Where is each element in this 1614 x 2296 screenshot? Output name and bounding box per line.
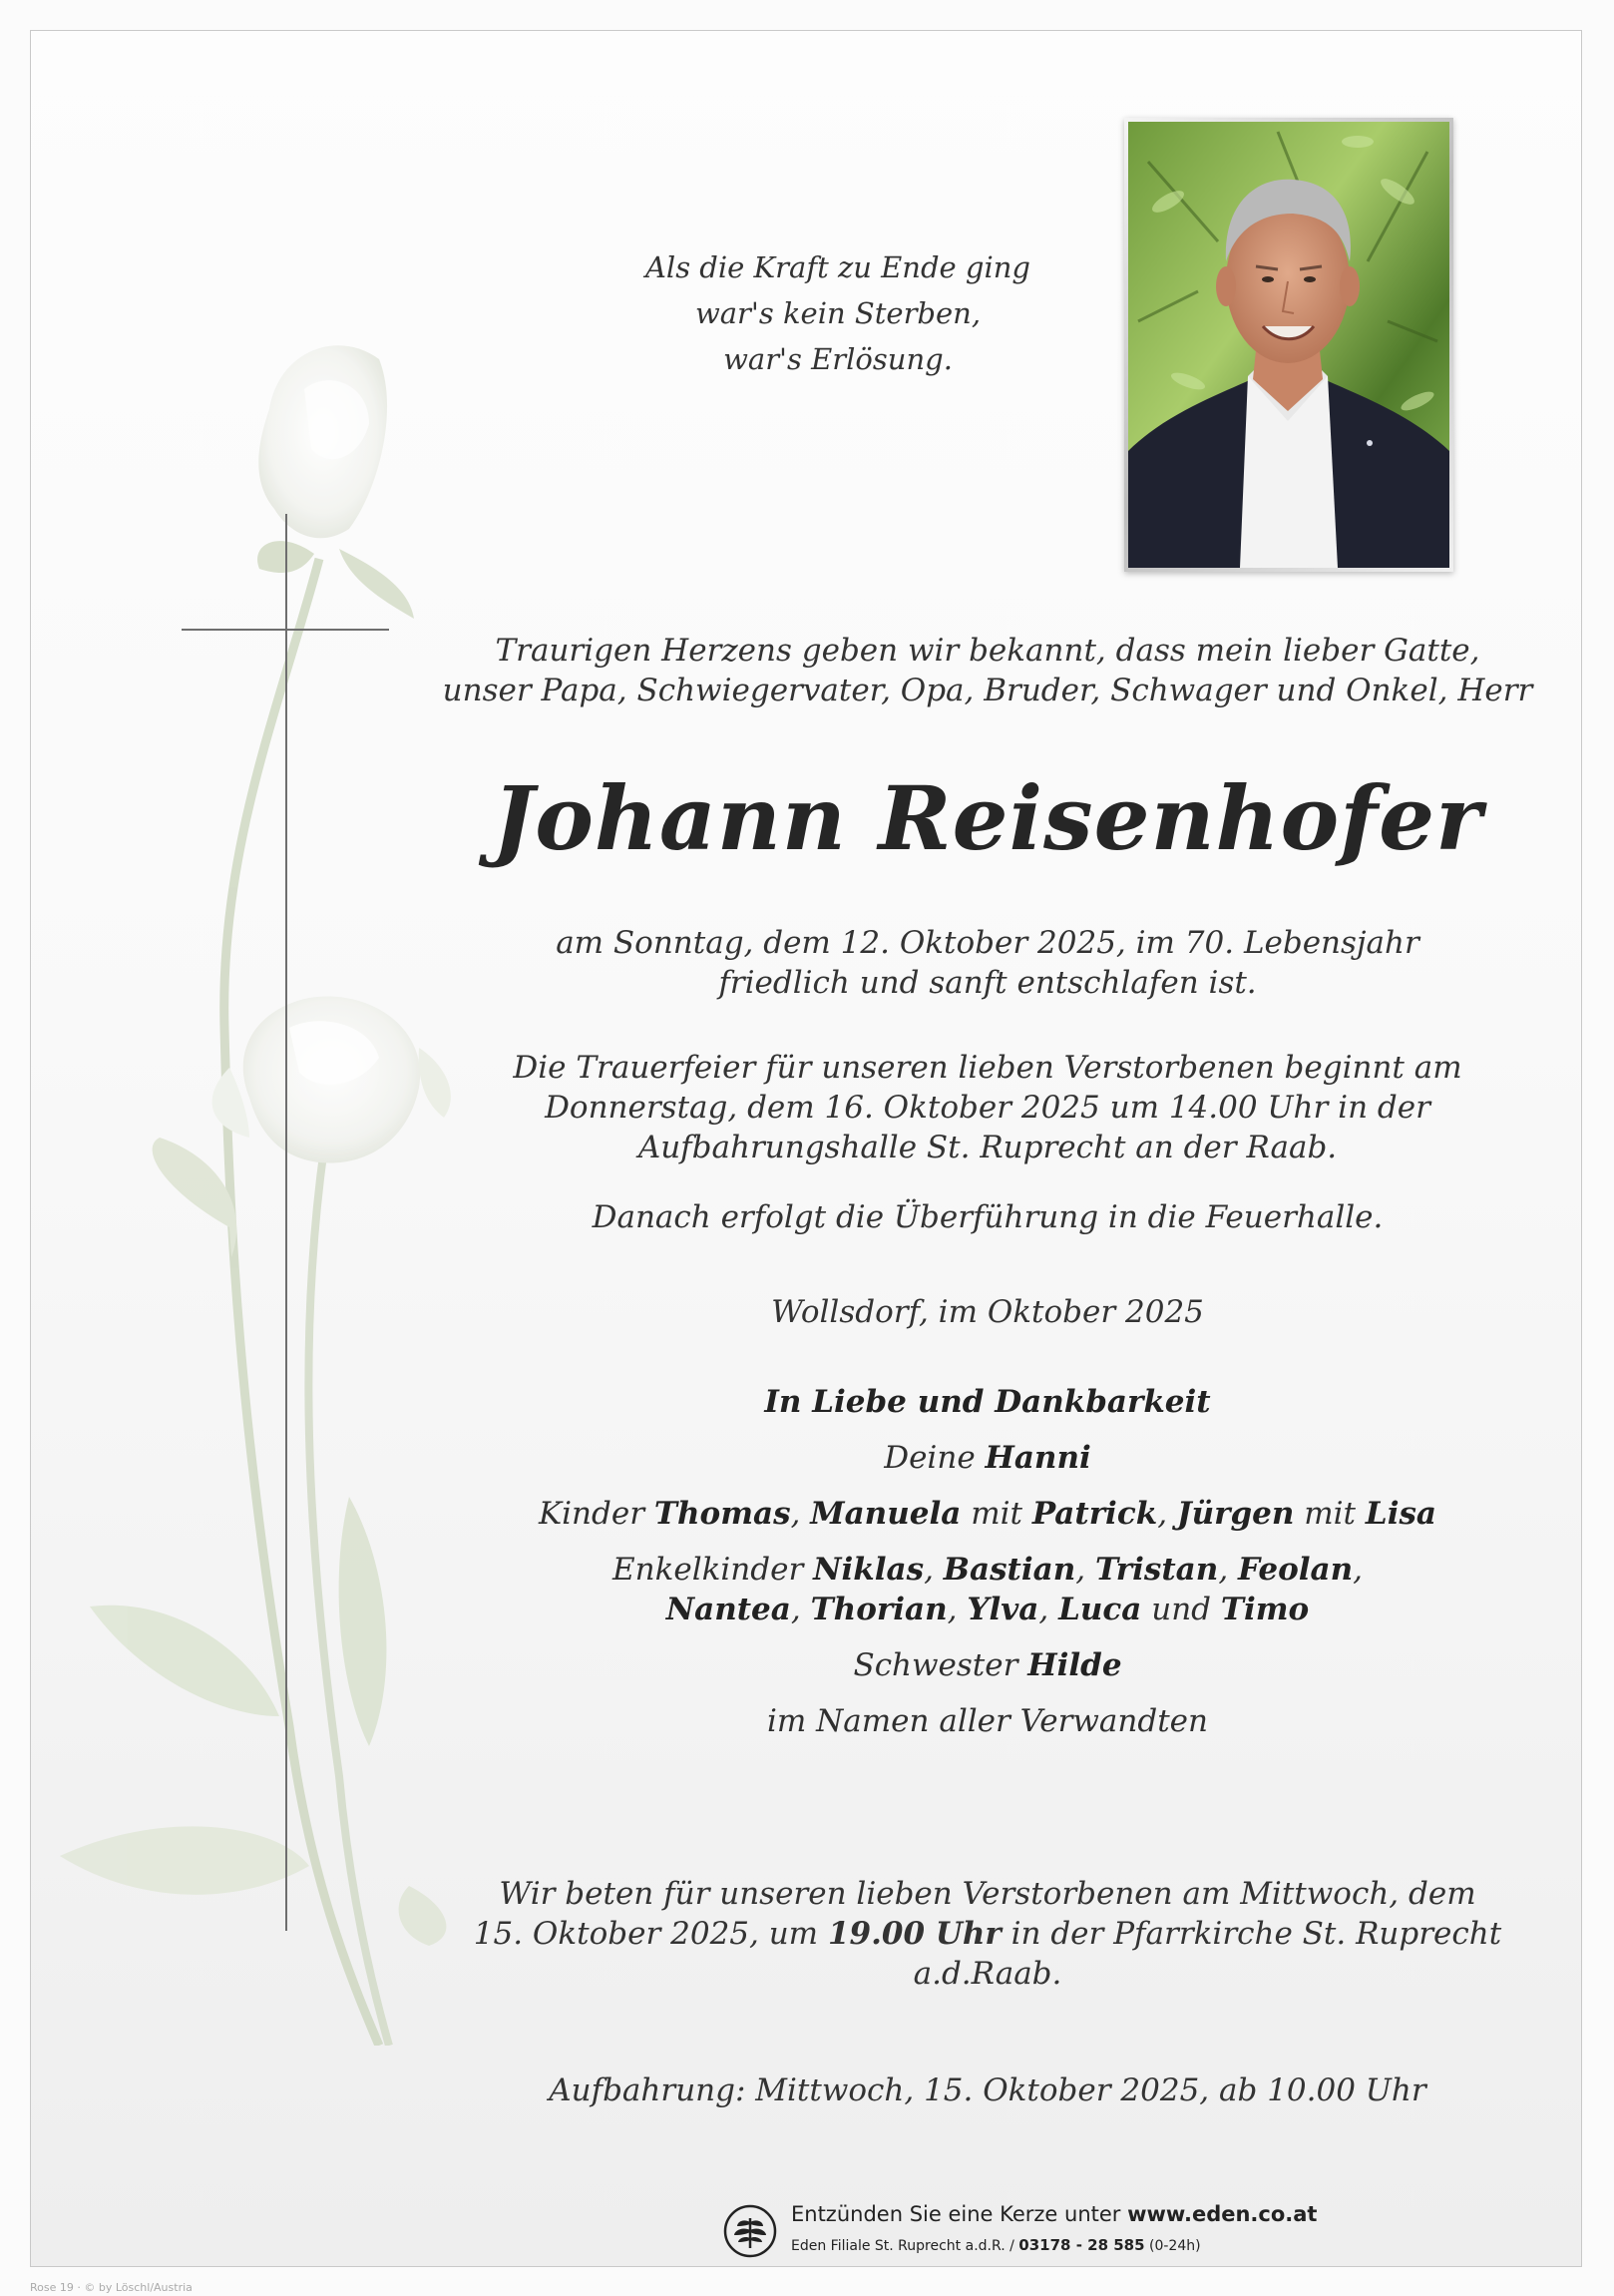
- phone-number[interactable]: 03178 - 28 585: [1018, 2236, 1145, 2254]
- transfer-notice: Danach erfolgt die Überführung in die Feuerhalle.: [592, 1199, 1384, 1235]
- website-link[interactable]: www.eden.co.at: [1127, 2202, 1318, 2226]
- grandchild-name: Niklas: [813, 1552, 925, 1588]
- eden-tree-logo-icon: [723, 2204, 777, 2258]
- partner-name: Lisa: [1365, 1496, 1437, 1532]
- candle-text: Entzünden Sie eine Kerze unter: [791, 2202, 1121, 2226]
- laying-out-notice: Aufbahrung: Mittwoch, 15. Oktober 2025, ab 10.00 Uhr: [549, 2072, 1426, 2108]
- children-prefix: Kinder: [538, 1496, 645, 1532]
- announcement-intro: [439, 631, 1536, 710]
- prayer-line: [439, 1914, 1536, 1994]
- death-notice: [439, 923, 1536, 1003]
- wife-prefix: Deine: [884, 1440, 976, 1476]
- children-row: Kinder Thomas, Manuela mit Patrick, Jürgen mit Lisa: [538, 1496, 1437, 1532]
- funeral-line: Die Trauerfeier für unseren lieben Verstorbenen beginnt am: [513, 1050, 1462, 1086]
- prayer-date: 15. Oktober 2025, um: [473, 1916, 819, 1952]
- memorial-quote: [559, 244, 1117, 382]
- closing-phrase: In Liebe und Dankbarkeit: [764, 1384, 1211, 1420]
- quote-line: war's Erlösung.: [723, 342, 953, 376]
- candle-line: [791, 2202, 1317, 2226]
- quote-line: war's kein Sterben,: [694, 296, 982, 330]
- funeral-details: [439, 1048, 1536, 1167]
- and-word: und: [1151, 1592, 1212, 1627]
- branch-line: [791, 2236, 1201, 2254]
- wife-row: [439, 1438, 1536, 1478]
- intro-line: Traurigen Herzens geben wir bekannt, dass mein lieber Gatte,: [495, 633, 1480, 669]
- image-credit: Rose 19 · © by Löschl/Austria: [30, 2281, 193, 2294]
- prayer-location: in der Pfarrkirche St. Ruprecht a.d.Raab.: [913, 1916, 1502, 1992]
- grandchild-name: Tristan: [1094, 1552, 1219, 1588]
- branch-name: Eden Filiale St. Ruprecht a.d.R. /: [791, 2238, 1014, 2254]
- sister-prefix: Schwester: [853, 1647, 1018, 1683]
- grandchild-name: Thorian: [810, 1592, 948, 1627]
- with-word: mit: [971, 1496, 1022, 1532]
- wife-name: Hanni: [985, 1440, 1091, 1476]
- mourners-list: [439, 1382, 1536, 1757]
- death-line: friedlich und sanft entschlafen ist.: [718, 965, 1257, 1001]
- portrait-photo: [1124, 118, 1453, 572]
- cross-horizontal-bar: [182, 629, 389, 631]
- relatives-line: im Namen aller Verwandten: [767, 1703, 1208, 1739]
- funeral-line: Donnerstag, dem 16. Oktober 2025 um 14.00 Uhr in der: [545, 1090, 1430, 1126]
- grandchild-name: Feolan: [1238, 1552, 1354, 1588]
- sister-row: [439, 1645, 1536, 1685]
- deceased-name: Johann Reisenhofer: [492, 766, 1483, 870]
- white-roses-illustration: [50, 329, 489, 2046]
- prayer-line: Wir beten für unseren lieben Verstorbenen am Mittwoch, dem: [499, 1876, 1476, 1912]
- child-name: Thomas: [653, 1496, 791, 1532]
- place-and-date: Wollsdorf, im Oktober 2025: [771, 1294, 1204, 1330]
- quote-line: Als die Kraft zu Ende ging: [644, 250, 1030, 284]
- grandchild-name: Timo: [1220, 1592, 1310, 1627]
- grandchild-name: Nantea: [665, 1592, 791, 1627]
- intro-line: unser Papa, Schwiegervater, Opa, Bruder, Schwager und Onkel, Herr: [442, 673, 1533, 708]
- service-hours: (0-24h): [1149, 2238, 1201, 2254]
- prayer-notice: [439, 1874, 1536, 1994]
- grandchild-name: Bastian: [943, 1552, 1076, 1588]
- grandchild-name: Ylva: [967, 1592, 1039, 1627]
- with-word: mit: [1304, 1496, 1357, 1532]
- funeral-line: Aufbahrungshalle St. Ruprecht an der Raab.: [637, 1130, 1338, 1165]
- funeral-home-footer: [723, 2200, 1342, 2260]
- grandchild-name: Luca: [1058, 1592, 1142, 1627]
- prayer-time: 19.00 Uhr: [827, 1916, 1002, 1952]
- child-name: Jürgen: [1176, 1496, 1295, 1532]
- partner-name: Patrick: [1031, 1496, 1158, 1532]
- grandchildren-row: Enkelkinder Niklas, Bastian, Tristan, Feolan, Nantea, Thorian, Ylva, Luca und Timo: [611, 1552, 1364, 1627]
- child-name: Manuela: [810, 1496, 962, 1532]
- death-line: am Sonntag, dem 12. Oktober 2025, im 70. Lebensjahr: [556, 925, 1419, 961]
- portrait-image: [1128, 122, 1449, 568]
- sister-name: Hilde: [1027, 1647, 1122, 1683]
- grandchildren-prefix: Enkelkinder: [611, 1552, 804, 1588]
- cross-vertical-bar: [285, 514, 287, 1931]
